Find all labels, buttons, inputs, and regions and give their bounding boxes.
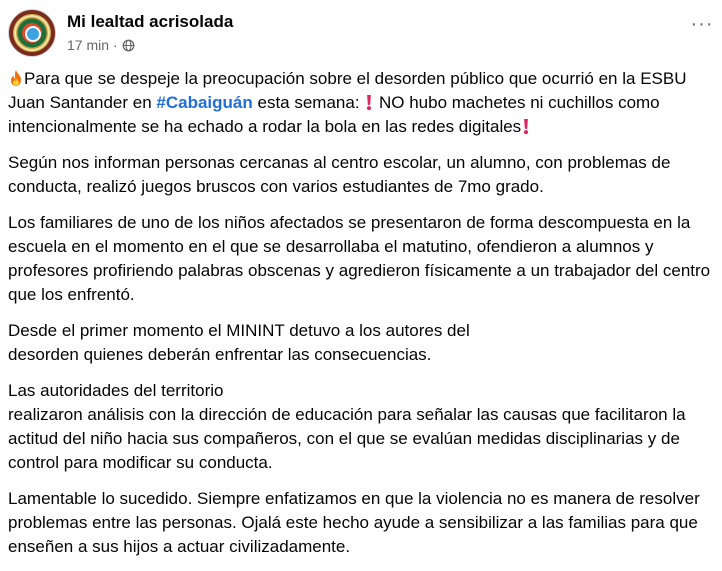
post-subline	[67, 35, 233, 55]
post-paragraph-2: Según nos informan personas cercanas al centro escolar, un alumno, con problemas de conducta, realizó juegos bruscos con varios estudiantes de 7mo grado.	[8, 153, 671, 196]
paragraph-1-text-c: NO hubo machetes ni cuchillos como intencionalmente se ha echado a rodar la bola en las redes digitales	[8, 93, 660, 136]
avatar-center	[25, 26, 41, 42]
post-paragraph-5	[8, 379, 712, 475]
page-avatar[interactable]	[8, 9, 56, 57]
paragraph-5-line-2: realizaron análisis con la dirección de educación para señalar las causas que facilitaron la actitud del niño hacia sus compañeros, con el que se evalúan medidas disciplinarias y de control para modificar su conducta.	[8, 405, 686, 472]
paragraph-5-line-1: Las autoridades del territorio	[8, 381, 224, 400]
globe-icon[interactable]	[122, 39, 135, 52]
paragraph-1-text-a: Para que se despeje la preocupación sobre el desorden público que ocurrió en la ESBU Juan Santander en	[8, 69, 687, 112]
post-paragraph-3: Los familiares de uno de los niños afectados se presentaron de forma descompuesta en la escuela en el momento en el que se desarrollaba el matutino, ofendieron a alumnos y profesores profiriendo palabras obscenas y agredieron físicamente a un trabajador del centro que los enfrentó.	[8, 213, 711, 304]
exclamation-icon	[364, 94, 374, 111]
paragraph-4-line-2: desorden quienes deberán enfrentar las consecuencias.	[8, 345, 432, 364]
post-paragraph-4	[8, 319, 712, 367]
post-header	[8, 8, 714, 58]
post-time-link[interactable]: 17 min	[67, 37, 110, 53]
paragraph-4-line-1: Desde el primer momento el MININT detuvo a los autores del	[8, 321, 470, 340]
fire-icon	[8, 69, 24, 87]
page-name-link[interactable]: Mi lealtad acrisolada	[67, 12, 234, 31]
post-paragraph-1	[8, 67, 712, 139]
exclamation-icon	[521, 118, 531, 135]
paragraph-1-text-b: esta semana:	[252, 93, 365, 112]
post-paragraph-6: Lamentable lo sucedido. Siempre enfatizamos en que la violencia no es manera de resolver problemas entre las personas. Ojalá este hecho ayude a sensibilizar a las familias para que enseñen a sus hijos a actuar civilizadamente.	[8, 489, 700, 556]
more-options-button[interactable]: ···	[690, 12, 714, 35]
hashtag-link[interactable]: #Cabaiguán	[156, 93, 253, 112]
post-meta	[67, 11, 233, 55]
post-body	[8, 67, 712, 571]
meta-separator: ·	[113, 37, 118, 53]
